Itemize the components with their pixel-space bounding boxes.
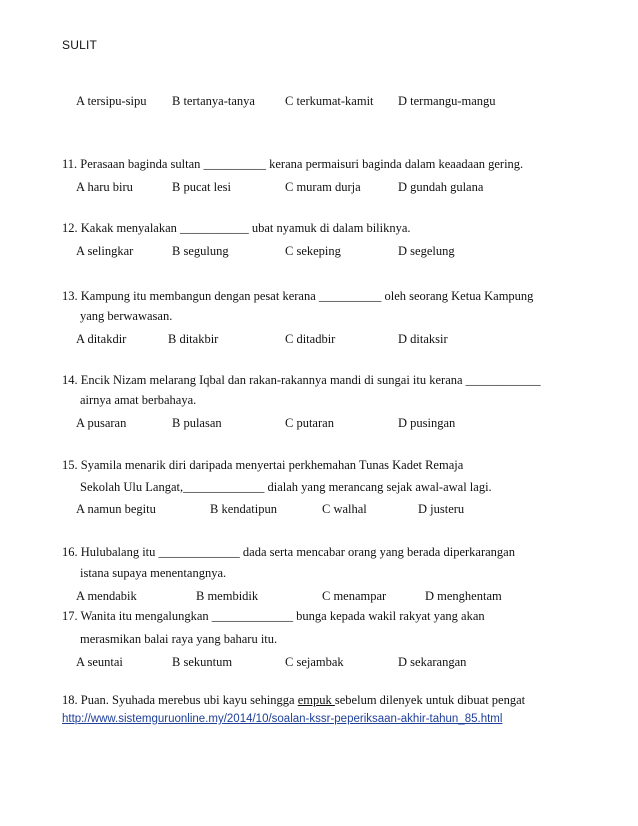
q14-option-d: D pusingan <box>398 416 456 430</box>
q18-underlined-word: empuk <box>297 693 335 707</box>
q17-option-c: C sejambak <box>285 655 344 669</box>
q12-text: 12. Kakak menyalakan ___________ ubat nyamuk di dalam biliknya. <box>62 221 411 235</box>
q16-text-line1: 16. Hulubalang itu _____________ dada serta mencabar orang yang berada diperkarangan <box>62 545 515 559</box>
q10-option-b: B tertanya-tanya <box>172 94 255 108</box>
q17-option-d: D sekarangan <box>398 655 467 669</box>
q16-option-d: D menghentam <box>425 589 502 603</box>
q10-option-a: A tersipu-sipu <box>76 94 147 108</box>
q18-text <box>62 693 525 708</box>
q17-text-line2: merasmikan balai raya yang baharu itu. <box>80 632 278 646</box>
q18-text-after: sebelum dilenyek untuk dibuat pengat <box>334 693 526 707</box>
q15-option-a: A namun begitu <box>76 502 156 516</box>
q12-option-d: D segelung <box>398 244 455 258</box>
q14-option-c: C putaran <box>285 416 334 430</box>
q11-option-d: D gundah gulana <box>398 180 484 194</box>
q16-option-c: C menampar <box>322 589 387 603</box>
q12-option-a: A selingkar <box>76 244 134 258</box>
q16-text-line2: istana supaya menentangnya. <box>80 566 227 580</box>
q17-option-a: A seuntai <box>76 655 123 669</box>
q15-option-c: C walhal <box>322 502 367 516</box>
q16-option-b: B membidik <box>196 589 259 603</box>
q14-option-b: B pulasan <box>172 416 222 430</box>
q10-option-d: D termangu-mangu <box>398 94 496 108</box>
q11-option-b: B pucat lesi <box>172 180 232 194</box>
source-link[interactable]: http://www.sistemguruonline.my/2014/10/soalan-kssr-peperiksaan-akhir-tahun_85.html <box>62 713 503 725</box>
q18-text-before: 18. Puan. Syuhada merebus ubi kayu sehingga <box>62 693 298 707</box>
header-label: SULIT <box>62 38 98 52</box>
q14-option-a: A pusaran <box>76 416 127 430</box>
q12-option-b: B segulung <box>172 244 229 258</box>
q13-option-d: D ditaksir <box>398 332 448 346</box>
q11-text: 11. Perasaan baginda sultan __________ kerana permaisuri baginda dalam keaadaan gering. <box>62 157 524 171</box>
q15-option-d: D justeru <box>418 502 465 516</box>
q15-text-line2: Sekolah Ulu Langat,_____________ dialah yang merancang sejak awal-awal lagi. <box>80 480 492 494</box>
q12-option-c: C sekeping <box>285 244 341 258</box>
q13-text-line1: 13. Kampung itu membangun dengan pesat kerana __________ oleh seorang Ketua Kampung <box>62 289 534 303</box>
q13-option-c: C ditadbir <box>285 332 336 346</box>
q11-option-a: A haru biru <box>76 180 133 194</box>
q10-option-c: C terkumat-kamit <box>285 94 374 108</box>
q14-text-line1: 14. Encik Nizam melarang Iqbal dan rakan-rakannya mandi di sungai itu kerana ____________ <box>62 373 541 387</box>
q13-text-line2: yang berwawasan. <box>80 309 173 323</box>
q17-option-b: B sekuntum <box>172 655 233 669</box>
q14-text-line2: airnya amat berbahaya. <box>80 393 197 407</box>
q15-text-line1: 15. Syamila menarik diri daripada menyertai perkhemahan Tunas Kadet Remaja <box>62 458 464 472</box>
q13-option-b: B ditakbir <box>168 332 219 346</box>
q17-text-line1: 17. Wanita itu mengalungkan _____________ bunga kepada wakil rakyat yang akan <box>62 609 485 623</box>
q16-option-a: A mendabik <box>76 589 137 603</box>
q11-option-c: C muram durja <box>285 180 361 194</box>
q15-option-b: B kendatipun <box>210 502 278 516</box>
q13-option-a: A ditakdir <box>76 332 127 346</box>
